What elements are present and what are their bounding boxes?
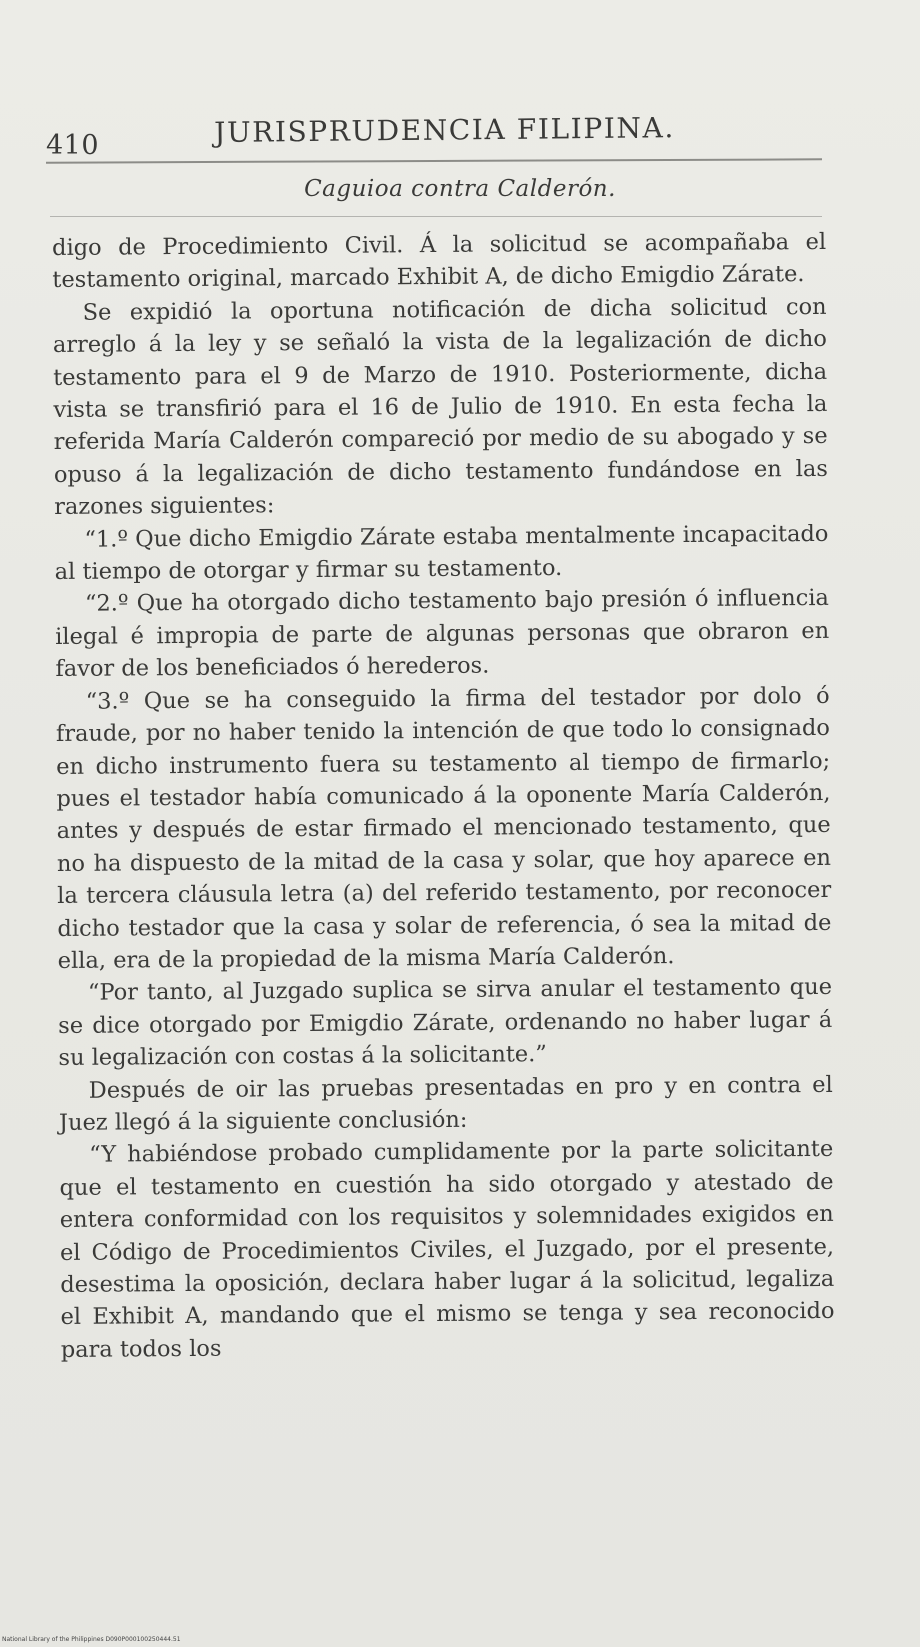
scan-credit: National Library of the Philippines D090P000100250444.51 <box>2 1636 181 1643</box>
page-header <box>46 111 822 164</box>
running-title: JURISPRUDENCIA FILIPINA. <box>214 111 676 149</box>
case-title: Caguioa contra Calderón. <box>304 176 616 202</box>
body-text <box>52 226 835 1366</box>
paragraph-reason-3: “3.º Que se ha conseguido la firma del testador por dolo ó fraude, por no haber tenido la intención de que todo lo consignado en dicho instrumento fuera su testamento al tiempo de firmarlo; pues el testador había comunicado á la oponente María Calderón, antes y después de estar firmado el mencionado testamento, que no ha dispuesto de la mitad de la casa y solar, que hoy aparece en la tercera cláusula letra (a) del referido testamento, por reconocer dicho testador que la casa y solar de referencia, ó sea la mitad de ella, era de la propiedad de la misma María Calderón. <box>55 682 832 974</box>
paragraph-reason-2: “2.º Que ha otorgado dicho testamento bajo presión ó influencia ilegal é impropia de parte de algunas personas que obraron en favor de los beneficiados ó herederos. <box>55 585 830 683</box>
case-title-rule <box>50 216 822 217</box>
paragraph-continuation: digo de Procedimiento Civil. Á la solicitud se acompañaba el testamento original, marcado Exhibit A, de dicho Emigdio Zárate. <box>52 228 827 294</box>
page-number: 410 <box>46 130 100 161</box>
paragraph-petition: “Por tanto, al Juzgado suplica se sirva anular el testamento que se dice otorgado por Emigdio Zárate, ordenando no haber lugar á su legalización con costas á la solicitante.” <box>58 974 833 1072</box>
paragraph-notice: Se expidió la oportuna notificación de dicha solicitud con arreglo á la ley y se señaló la vista de la legalización de dicho testamento para el 9 de Marzo de 1910. Posteriormente, dicha vista se transfirió para el 16 de Julio de 1910. En esta fecha la referida María Calderón compareció por medio de su abogado y se opuso á la legalización de dicho testamento fundándose en las razones siguientes: <box>52 293 828 521</box>
paragraph-evidence: Después de oir las pruebas presentadas en pro y en contra el Juez llegó á la siguiente conclusión: <box>58 1071 833 1136</box>
paragraph-reason-1: “1.º Que dicho Emigdio Zárate estaba mentalmente incapacitado al tiempo de otorgar y firmar su testamento. <box>54 520 829 586</box>
paragraph-conclusion: “Y habiéndose probado cumplidamente por la parte solicitante que el testamento en cuestión ha sido otorgado y atestado de entera conformidad con los requisitos y solemnidades exigidos en el Código de Procedimientos Civiles, el Juzgado, por el presente, desestima la oposición, declara haber lugar á la solicitud, legaliza el Exhibit A, mandando que el mismo se tenga y sea reconocido para todos los <box>59 1136 835 1363</box>
